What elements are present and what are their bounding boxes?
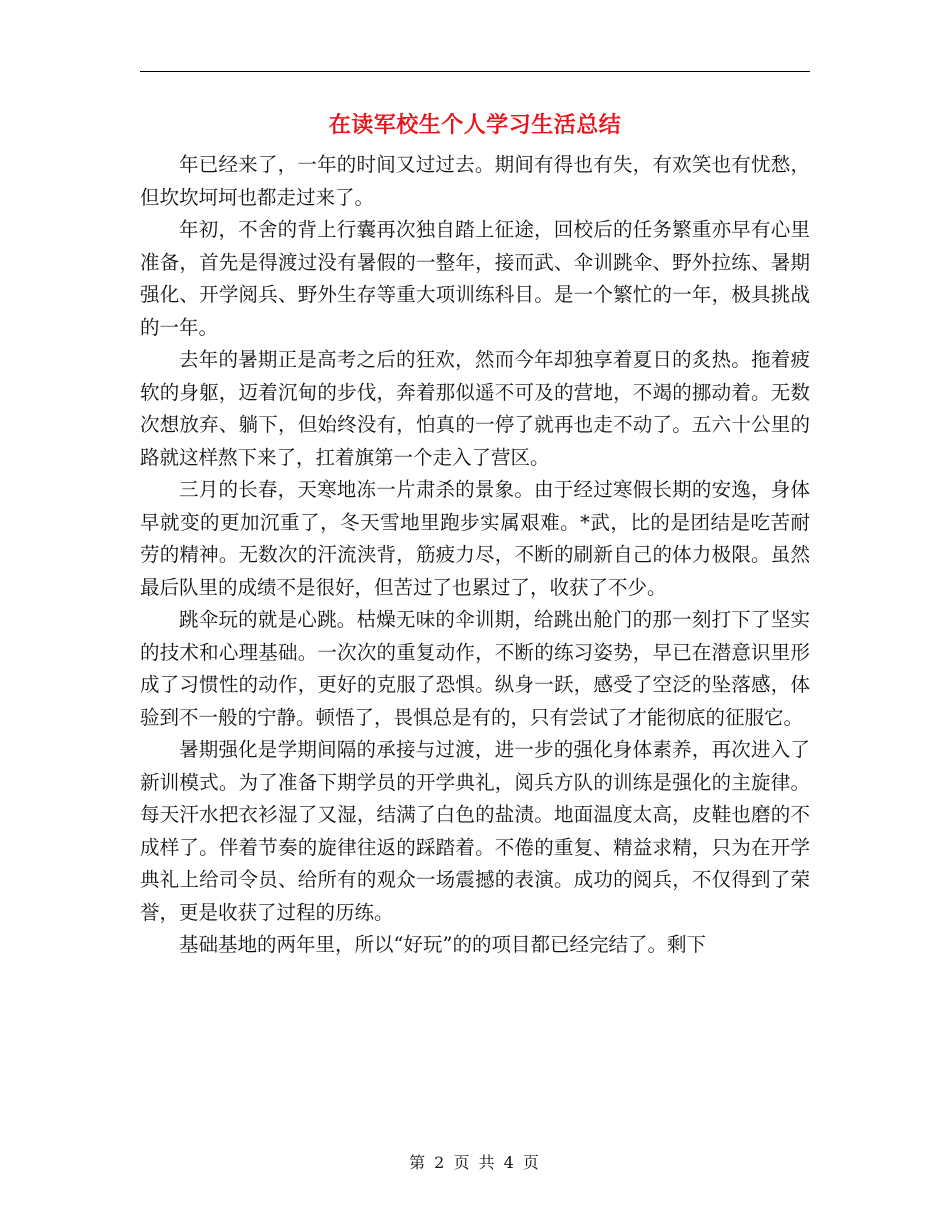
page-number: 第 2 页 共 4 页 — [409, 1153, 541, 1172]
paragraph: 暑期强化是学期间隔的承接与过渡，进一步的强化身体素养，再次进入了新训模式。为了准备下期学员的开学典礼，阅兵方队的训练是强化的主旋律。每天汗水把衣衫湿了又湿，结满了白色的盐渍。地面温度太高，皮鞋也磨的不成样了。伴着节奏的旋律往返的踩踏着。不倦的重复、精益求精，只为在开学典礼上给司令员、给所有的观众一场震撼的表演。成功的阅兵，不仅得到了荣誉，更是收获了过程的历练。 — [140, 738, 810, 924]
document-body — [140, 149, 810, 962]
document-title: 在读军校生个人学习生活总结 — [328, 113, 622, 138]
header-rule — [140, 71, 810, 72]
paragraph: 基础基地的两年里，所以“好玩”的的项目都已经完结了。剩下 — [179, 933, 706, 956]
paragraph: 跳伞玩的就是心跳。枯燥无味的伞训期，给跳出舱门的那一刻打下了坚实的技术和心理基础。一次次的重复动作，不断的练习姿势，早已在潜意识里形成了习惯性的动作，更好的克服了恐惧。纵身一跃，感受了空泛的坠落感，体验到不一般的宁静。顿悟了，畏惧总是有的，只有尝试了才能彻底的征服它。 — [140, 608, 810, 729]
paragraph: 去年的暑期正是高考之后的狂欢，然而今年却独享着夏日的炙热。拖着疲软的身躯，迈着沉甸的步伐，奔着那似遥不可及的营地，不竭的挪动着。无数次想放弃、躺下，但始终没有，怕真的一停了就再也走不动了。五六十公里的路就这样熬下来了，扛着旗第一个走入了营区。 — [140, 348, 810, 469]
paragraph: 年已经来了，一年的时间又过过去。期间有得也有失，有欢笑也有忧愁，但坎坎坷坷也都走过来了。 — [140, 153, 810, 209]
paragraph: 三月的长春，天寒地冻一片肃杀的景象。由于经过寒假长期的安逸，身体早就变的更加沉重了，冬天雪地里跑步实属艰难。*武，比的是团结是吃苦耐劳的精神。无数次的汗流浃背，筋疲力尽，不断的刷新自己的体力极限。虽然最后队里的成绩不是很好，但苦过了也累过了，收获了不少。 — [140, 478, 810, 599]
paragraph: 年初，不舍的背上行囊再次独自踏上征途，回校后的任务繁重亦早有心里准备，首先是得渡过没有暑假的一整年，接而武、伞训跳伞、野外拉练、暑期强化、开学阅兵、野外生存等重大项训练科目。是一个繁忙的一年，极具挑战的一年。 — [140, 218, 810, 339]
